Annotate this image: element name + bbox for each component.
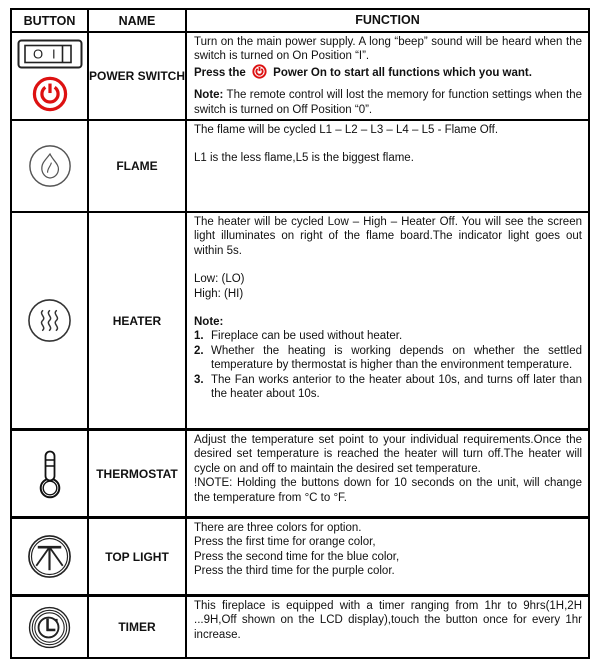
row-name-top-light: TOP LIGHT (89, 519, 187, 594)
table-row-timer (12, 597, 588, 657)
timer-clock-icon (27, 605, 72, 650)
top-light-button-cell (12, 519, 89, 594)
header-name: NAME (89, 10, 187, 31)
power-switch-function-cell (187, 33, 588, 119)
top-light-function-cell (187, 519, 588, 594)
row-name-timer: TIMER (89, 597, 187, 657)
top-light-icon (26, 533, 73, 580)
table-row-power-switch (12, 33, 588, 121)
table-row-heater (12, 213, 588, 431)
table-row-thermostat (12, 431, 588, 519)
top-light-line-1: There are three colors for option. (194, 522, 362, 534)
thermometer-icon (37, 448, 63, 500)
top-light-line-3: Press the second time for the blue color, (194, 550, 400, 563)
heater-note-item-1: 1. Fireplace can be used without heater. (194, 330, 403, 343)
table-row-flame (12, 121, 588, 213)
power-note: Note: The remote control will lost the memory for function settings when the switch is turned on Off Position “0”. (194, 89, 582, 116)
header-button: BUTTON (12, 10, 89, 31)
table-header-row (12, 10, 588, 33)
rocker-switch-icon (17, 39, 83, 69)
svg-text:O: O (32, 46, 43, 62)
heater-waves-icon (26, 297, 73, 344)
power-press-line: Press the Power On to start all functions which you want. (194, 64, 582, 80)
heater-high: High: (HI) (194, 287, 244, 300)
timer-function-cell (187, 597, 588, 657)
heater-para1: The heater will be cycled Low – High – Heater Off. You will see the screen light illuminates on right of the flame board.The indicator light goes out within 5s. (194, 216, 582, 257)
heater-button-cell (12, 213, 89, 428)
thermostat-para1: Adjust the temperature set point to your individual requirements.Once the desired set temperature is reached the heater will turn off.The heater will cycle on and off to maintain the desired set temperature. (194, 434, 582, 475)
flame-function-cell (187, 121, 588, 211)
thermostat-button-cell (12, 431, 89, 516)
table-row-top-light (12, 519, 588, 597)
heater-note-item-2: 2. Whether the heating is working depends on whether the settled temperature by thermostat is higher than the environment temperature. (194, 344, 582, 372)
row-name-flame: FLAME (89, 121, 187, 211)
button-function-table (10, 8, 590, 659)
timer-button-cell (12, 597, 89, 657)
heater-note-label: Note: (194, 316, 224, 329)
row-name-heater: HEATER (89, 213, 187, 428)
heater-function-cell (187, 213, 588, 428)
power-para1: Turn on the main power supply. A long “beep” sound will be heard when the switch is turned on On Position “I”. (194, 36, 582, 63)
flame-line2: L1 is the less flame,L5 is the biggest flame. (194, 152, 414, 165)
power-switch-button-cell (12, 33, 89, 119)
thermostat-note: !NOTE: Holding the buttons down for 10 seconds on the unit, will change the temperature from °C to °F. (194, 477, 582, 504)
top-light-line-2: Press the first time for orange color, (194, 536, 376, 549)
power-on-icon (31, 75, 69, 113)
flame-icon (27, 143, 73, 189)
header-function: FUNCTION (355, 13, 420, 28)
heater-note-item-3: 3. The Fan works anterior to the heater about 10s, and turns off later than the heater about 10s. (194, 373, 582, 401)
row-name-power-switch: POWER SWITCH (89, 33, 187, 119)
timer-para1: This fireplace is equipped with a timer ranging from 1hr to 9hrs(1H,2H ...9H,Off shown on the LCD display),touch the button once for every 1hr increase. (194, 600, 582, 641)
flame-line1: The flame will be cycled L1 – L2 – L3 – L4 – L5 - Flame Off. (194, 124, 499, 136)
power-on-icon (252, 64, 267, 79)
thermostat-function-cell (187, 431, 588, 516)
svg-text:I: I (51, 46, 56, 62)
top-light-line-4: Press the third time for the purple color. (194, 565, 395, 578)
heater-low: Low: (LO) (194, 273, 245, 286)
flame-button-cell (12, 121, 89, 211)
row-name-thermostat: THERMOSTAT (89, 431, 187, 516)
